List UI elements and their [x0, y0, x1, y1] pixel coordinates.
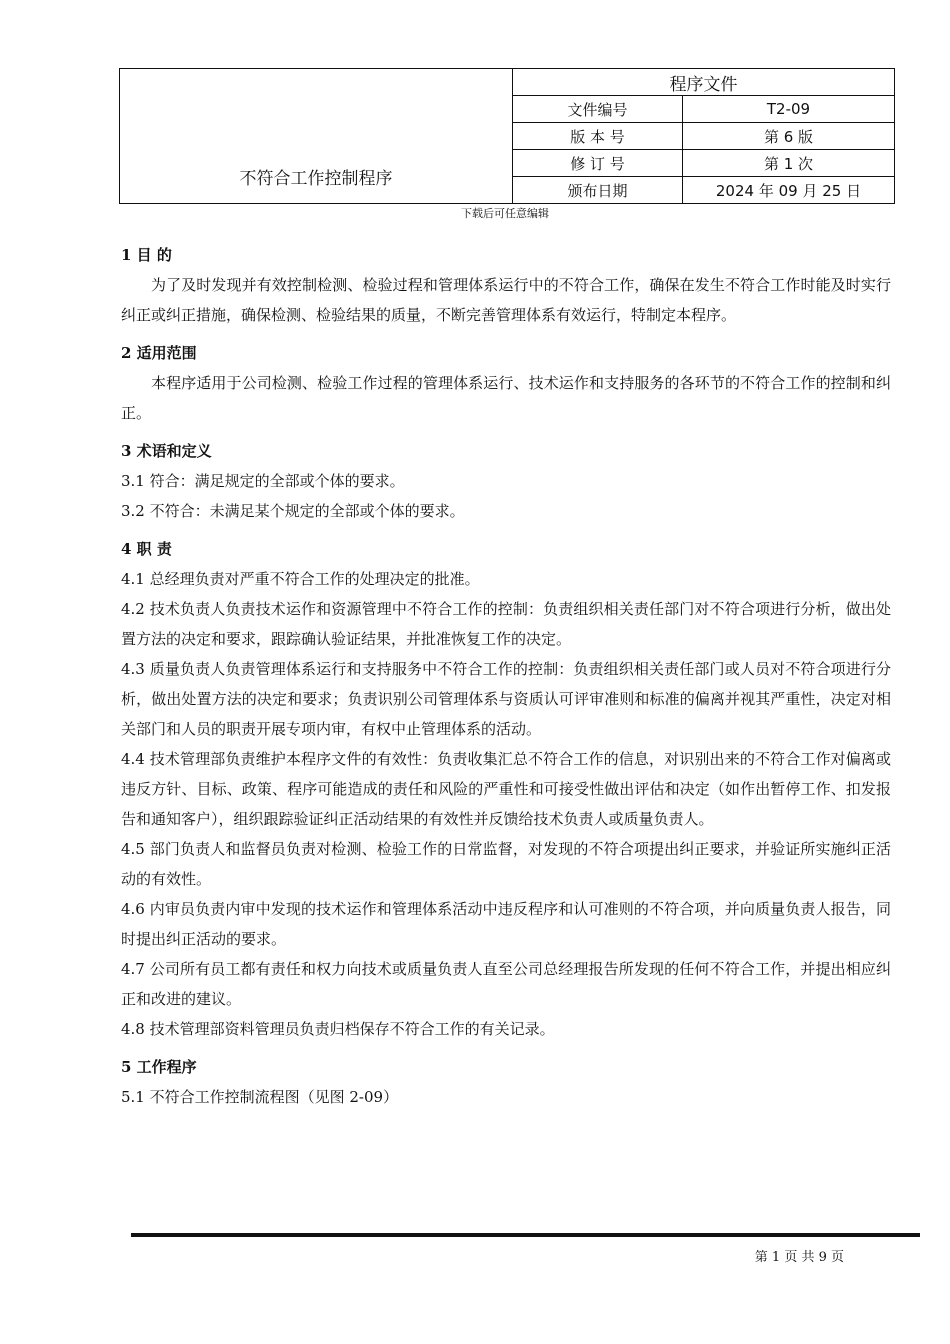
section-1-heading: 1 目 的: [121, 246, 172, 264]
section-2-heading: 2 适用范围: [121, 344, 197, 362]
file-number-value: T2-09: [683, 96, 895, 123]
revision-label: 修 订 号: [513, 150, 683, 177]
responsibility-item: 4.7 公司所有员工都有责任和权力向技术或质量负责人直至公司总经理报告所发现的任何不符合工作，并提出相应纠正和改进的建议。: [121, 960, 891, 1008]
section-2-paragraph: 本程序适用于公司检测、检验工作过程的管理体系运行、技术运作和支持服务的各环节的不符合工作的控制和纠正。: [121, 374, 891, 422]
file-number-label: 文件编号: [513, 96, 683, 123]
procedure-item: 5.1 不符合工作控制流程图（见图 2-09）: [121, 1088, 399, 1106]
definition-item: 3.1 符合：满足规定的全部或个体的要求。: [121, 472, 405, 490]
responsibility-item: 4.4 技术管理部负责维护本程序文件的有效性：负责收集汇总不符合工作的信息，对识别出来的不符合工作对偏离或违反方针、目标、政策、程序可能造成的责任和风险的严重性和可接受性做出评估和决定（如作出暂停工作、扣发报告和通知客户），组织跟踪验证纠正活动结果的有效性并反馈给技术负责人或质量负责人。: [121, 750, 891, 828]
responsibility-item: 4.1 总经理负责对严重不符合工作的处理决定的批准。: [121, 570, 480, 588]
download-note: 下载后可任意编辑: [461, 207, 549, 220]
section-4-heading: 4 职 责: [121, 540, 172, 558]
document-body: [121, 240, 891, 1112]
responsibility-item: 4.6 内审员负责内审中发现的技术运作和管理体系活动中违反程序和认可准则的不符合项，并向质量负责人报告，同时提出纠正活动的要求。: [121, 900, 891, 948]
issue-date-value: 2024 年 09 月 25 日: [683, 177, 895, 204]
document-title-cell: [120, 69, 513, 204]
section-1-paragraph: 为了及时发现并有效控制检测、检验过程和管理体系运行中的不符合工作，确保在发生不符合工作时能及时实行纠正或纠正措施，确保检测、检验结果的质量，不断完善管理体系有效运行，特制定本程序。: [121, 276, 891, 324]
document-title: 不符合工作控制程序: [239, 169, 393, 189]
page-number: 第 1 页 共 9 页: [754, 1250, 844, 1265]
definition-item: 3.2 不符合：未满足某个规定的全部或个体的要求。: [121, 502, 465, 520]
doc-type-label: 程序文件: [513, 69, 895, 96]
responsibility-item: 4.2 技术负责人负责技术运作和资源管理中不符合工作的控制：负责组织相关责任部门对不符合项进行分析，做出处置方法的决定和要求，跟踪确认验证结果，并批准恢复工作的决定。: [121, 600, 891, 648]
footer-rule: [131, 1233, 920, 1237]
responsibility-item: 4.8 技术管理部资料管理员负责归档保存不符合工作的有关记录。: [121, 1020, 555, 1038]
issue-date-label: 颁布日期: [513, 177, 683, 204]
document-header-table: [119, 68, 895, 204]
version-label: 版 本 号: [513, 123, 683, 150]
responsibility-item: 4.3 质量负责人负责管理体系运行和支持服务中不符合工作的控制：负责组织相关责任部门或人员对不符合项进行分析，做出处置方法的决定和要求；负责识别公司管理体系与资质认可评审准则和标准的偏离并视其严重性，决定对相关部门和人员的职责开展专项内审，有权中止管理体系的活动。: [121, 660, 891, 738]
responsibility-item: 4.5 部门负责人和监督员负责对检测、检验工作的日常监督，对发现的不符合项提出纠正要求，并验证所实施纠正活动的有效性。: [121, 840, 891, 888]
version-value: 第 6 版: [683, 123, 895, 150]
section-3-heading: 3 术语和定义: [121, 442, 212, 460]
revision-value: 第 1 次: [683, 150, 895, 177]
section-5-heading: 5 工作程序: [121, 1058, 197, 1076]
